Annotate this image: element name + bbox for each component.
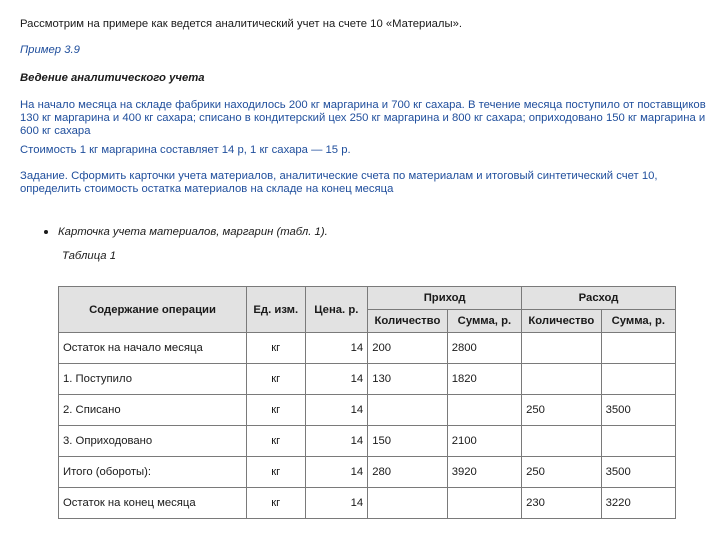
cell-operation: 2. Списано bbox=[59, 395, 247, 426]
cell-price: 14 bbox=[305, 364, 368, 395]
table-row bbox=[59, 364, 676, 395]
cell-price: 14 bbox=[305, 395, 368, 426]
header-expense-sum: Сумма, р. bbox=[601, 310, 675, 333]
cell-expense-qty: 250 bbox=[522, 395, 602, 426]
cell-income-qty bbox=[368, 488, 448, 519]
cell-price: 14 bbox=[305, 488, 368, 519]
cell-income-qty: 280 bbox=[368, 457, 448, 488]
cell-income-qty: 150 bbox=[368, 426, 448, 457]
cell-price: 14 bbox=[305, 426, 368, 457]
cell-expense-sum bbox=[601, 364, 675, 395]
cell-expense-qty: 250 bbox=[522, 457, 602, 488]
table-header-row bbox=[59, 287, 676, 310]
cell-income-sum: 2100 bbox=[447, 426, 521, 457]
task-text: Задание. Сформить карточки учета материалов, аналитические счета по материалам и итоговый синтетический счет 10, определить стоимость остатка материалов на складе на конец месяца bbox=[20, 170, 658, 195]
table-row bbox=[59, 395, 676, 426]
bullet-text: Карточка учета материалов, маргарин (табл. 1). bbox=[58, 226, 328, 238]
cell-unit: кг bbox=[247, 488, 305, 519]
cell-income-sum bbox=[447, 488, 521, 519]
header-income-qty: Количество bbox=[368, 310, 448, 333]
section-title: Ведение аналитического учета bbox=[20, 72, 205, 84]
table-row bbox=[59, 457, 676, 488]
cell-expense-sum bbox=[601, 333, 675, 364]
example-label: Пример 3.9 bbox=[20, 44, 80, 56]
table-row bbox=[59, 426, 676, 457]
cell-income-sum: 1820 bbox=[447, 364, 521, 395]
cell-expense-qty bbox=[522, 333, 602, 364]
cell-income-qty: 130 bbox=[368, 364, 448, 395]
header-income: Приход bbox=[368, 287, 522, 310]
cell-expense-sum: 3500 bbox=[601, 395, 675, 426]
cell-income-sum bbox=[447, 395, 521, 426]
cell-operation: 1. Поступило bbox=[59, 364, 247, 395]
header-unit: Ед. изм. bbox=[247, 287, 305, 333]
materials-card-table bbox=[58, 286, 676, 519]
cell-expense-sum bbox=[601, 426, 675, 457]
cell-unit: кг bbox=[247, 426, 305, 457]
table-row bbox=[59, 488, 676, 519]
cell-income-qty: 200 bbox=[368, 333, 448, 364]
cell-expense-qty bbox=[522, 426, 602, 457]
header-expense-qty: Количество bbox=[522, 310, 602, 333]
cell-income-sum: 2800 bbox=[447, 333, 521, 364]
cell-expense-qty bbox=[522, 364, 602, 395]
bullet-item bbox=[44, 226, 328, 238]
condition-text: На начало месяца на складе фабрики находилось 200 кг маргарина и 700 кг сахара. В течение месяца поступило от поставщиков 130 кг маргарина и 400 кг сахара; списано в кондитерский цех 250 кг маргарина и 800 кг сахара; оприходовано 150 кг маргарина и 600 кг сахара bbox=[20, 99, 706, 137]
cell-income-qty bbox=[368, 395, 448, 426]
cell-operation: Остаток на конец месяца bbox=[59, 488, 247, 519]
cell-price: 14 bbox=[305, 457, 368, 488]
cell-price: 14 bbox=[305, 333, 368, 364]
intro-text: Рассмотрим на примере как ведется аналитический учет на счете 10 «Материалы». bbox=[20, 18, 463, 30]
cell-unit: кг bbox=[247, 364, 305, 395]
cell-unit: кг bbox=[247, 395, 305, 426]
header-price: Цена. р. bbox=[305, 287, 368, 333]
cell-operation: Итого (обороты): bbox=[59, 457, 247, 488]
header-income-sum: Сумма, р. bbox=[447, 310, 521, 333]
cost-line: Стоимость 1 кг маргарина составляет 14 р, 1 кг сахара — 15 р. bbox=[20, 144, 351, 156]
cell-unit: кг bbox=[247, 457, 305, 488]
cell-expense-sum: 3500 bbox=[601, 457, 675, 488]
bullet-icon bbox=[44, 230, 48, 234]
cell-unit: кг bbox=[247, 333, 305, 364]
table-row bbox=[59, 333, 676, 364]
header-expense: Расход bbox=[522, 287, 676, 310]
cell-income-sum: 3920 bbox=[447, 457, 521, 488]
table-label: Таблица 1 bbox=[62, 250, 116, 262]
cell-operation: 3. Оприходовано bbox=[59, 426, 247, 457]
header-operation: Содержание операции bbox=[59, 287, 247, 333]
cell-expense-qty: 230 bbox=[522, 488, 602, 519]
cell-operation: Остаток на начало месяца bbox=[59, 333, 247, 364]
cell-expense-sum: 3220 bbox=[601, 488, 675, 519]
